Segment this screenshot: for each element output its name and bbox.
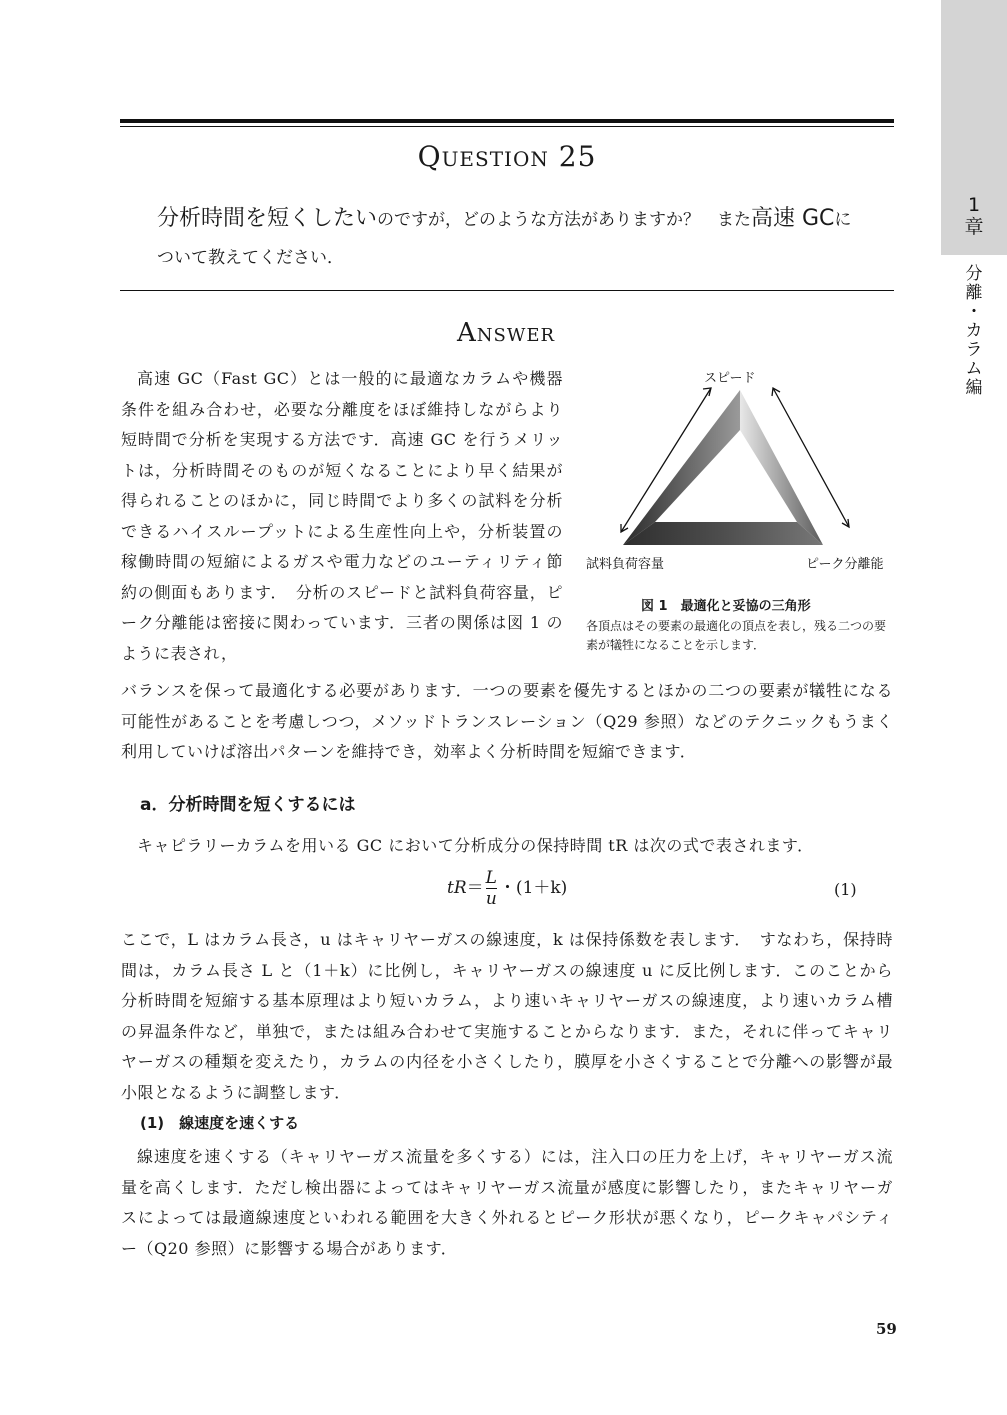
paragraph-retention: キャピラリーカラムを用いる GC において分析成分の保持時間 tR は次の式で表されます． bbox=[137, 836, 814, 855]
equation-number: (1) bbox=[834, 880, 857, 899]
figure-label-sample-capacity: 試料負荷容量 bbox=[586, 557, 665, 572]
question-rule bbox=[120, 290, 894, 291]
header-rule-thick bbox=[120, 119, 894, 123]
question-normal-2: について教えてください． bbox=[157, 210, 852, 268]
equation-lhs: tR bbox=[447, 878, 467, 898]
page-number: 59 bbox=[876, 1320, 897, 1338]
chapter-number: 1 章 bbox=[964, 194, 984, 238]
paragraph-variables: ここで，L はカラム長さ，u はキャリヤーガスの線速度，k は保持係数を表します． すなわち，保持時間は，カラム長さ L と（1＋k）に比例し，キャリヤーガスの線速度 u に反比例します．このことから分析時間を短縮する基本原理はより短いカラム，より速いキャリヤーガスの線速度，より速いカラム槽の昇温条件など，単独で，または組み合わせて実施することからなります．また，それに伴ってキャリヤーガスの種類を変えたり，カラムの内径を小さくしたり，膜厚を小さくすることで分離への影響が最小限となるように調整します． bbox=[121, 930, 893, 1102]
heading-a: a．分析時間を短くするには bbox=[140, 795, 356, 815]
triangle-left-side bbox=[623, 390, 740, 545]
figure-caption-body: 各頂点はその要素の最適化の頂点を表し，残る二つの要素が犠牲になることを示します． bbox=[586, 619, 887, 652]
equation bbox=[447, 868, 567, 909]
question-text bbox=[157, 200, 867, 277]
paragraph-linear-velocity: 線速度を速くする（キャリヤーガス流量を多くする）には，注入口の圧力を上げ，キャリヤーガス流量を高くします．ただし検出器によってはキャリヤーガス流量が感度に影響したり，またキャリヤーガスによっては最適線速度といわれる範囲を大きく外れるとピーク形状が悪くなり，ピークキャパシティー（Q20 参照）に影響する場合があります． bbox=[121, 1147, 893, 1258]
question-strong-1: 分析時間を短くしたい bbox=[157, 206, 378, 231]
figure-caption-title: 図 1 最適化と妥協の三角形 bbox=[641, 599, 811, 614]
figure-label-peak-resolution: ピーク分離能 bbox=[806, 557, 884, 572]
equation-rhs: ・(1＋k) bbox=[498, 878, 568, 898]
equation-numerator: L bbox=[485, 868, 497, 888]
question-normal-1: のですが，どのような方法がありますか？ また bbox=[377, 210, 752, 230]
paragraph-intro: 高速 GC（Fast GC）とは一般的に最適なカラムや機器条件を組み合わせ，必要な分離度をほぼ維持しながらより短時間で分析を実現する方法です．高速 GC を行うメリットは，分析時間そのものが短くなることにより早く結果が得られることのほかに，同じ時間でより多くの試料を分析できるハイスループットによる生産性向上や，分析装置の稼働時間の短縮によるガスや電力などのユーティリティ節約の側面もあります． 分析のスピードと試料負荷容量，ピーク分離能は密接に関わっています．三者の関係は図 1 のように表され， bbox=[121, 369, 563, 663]
equation-equals: ＝ bbox=[466, 878, 484, 898]
header-rule-thin bbox=[120, 126, 894, 127]
question-title: Question 25 bbox=[417, 140, 597, 173]
equation-denominator: u bbox=[485, 889, 497, 909]
triangle-bottom-side bbox=[623, 522, 823, 545]
triangle-right-side bbox=[740, 390, 823, 545]
arrow-right bbox=[772, 388, 849, 527]
paragraph-balance: バランスを保って最適化する必要があります．一つの要素を優先するとほかの二つの要素が犠牲になる可能性があることを考慮しつつ，メソッドトランスレーション（Q29 参照）などのテクニックもうまく利用していけば溶出パターンを維持でき，効率よく分析時間を短縮できます． bbox=[121, 681, 893, 761]
heading-1: (1) 線速度を速くする bbox=[140, 1114, 300, 1132]
figure-label-speed: スピード bbox=[704, 371, 756, 386]
chapter-section-label: 分 離 ・ カ ラ ム 編 bbox=[965, 264, 983, 398]
answer-title: Answer bbox=[457, 318, 556, 348]
equation-fraction bbox=[486, 868, 497, 909]
question-strong-2: 高速 GC bbox=[751, 206, 835, 231]
